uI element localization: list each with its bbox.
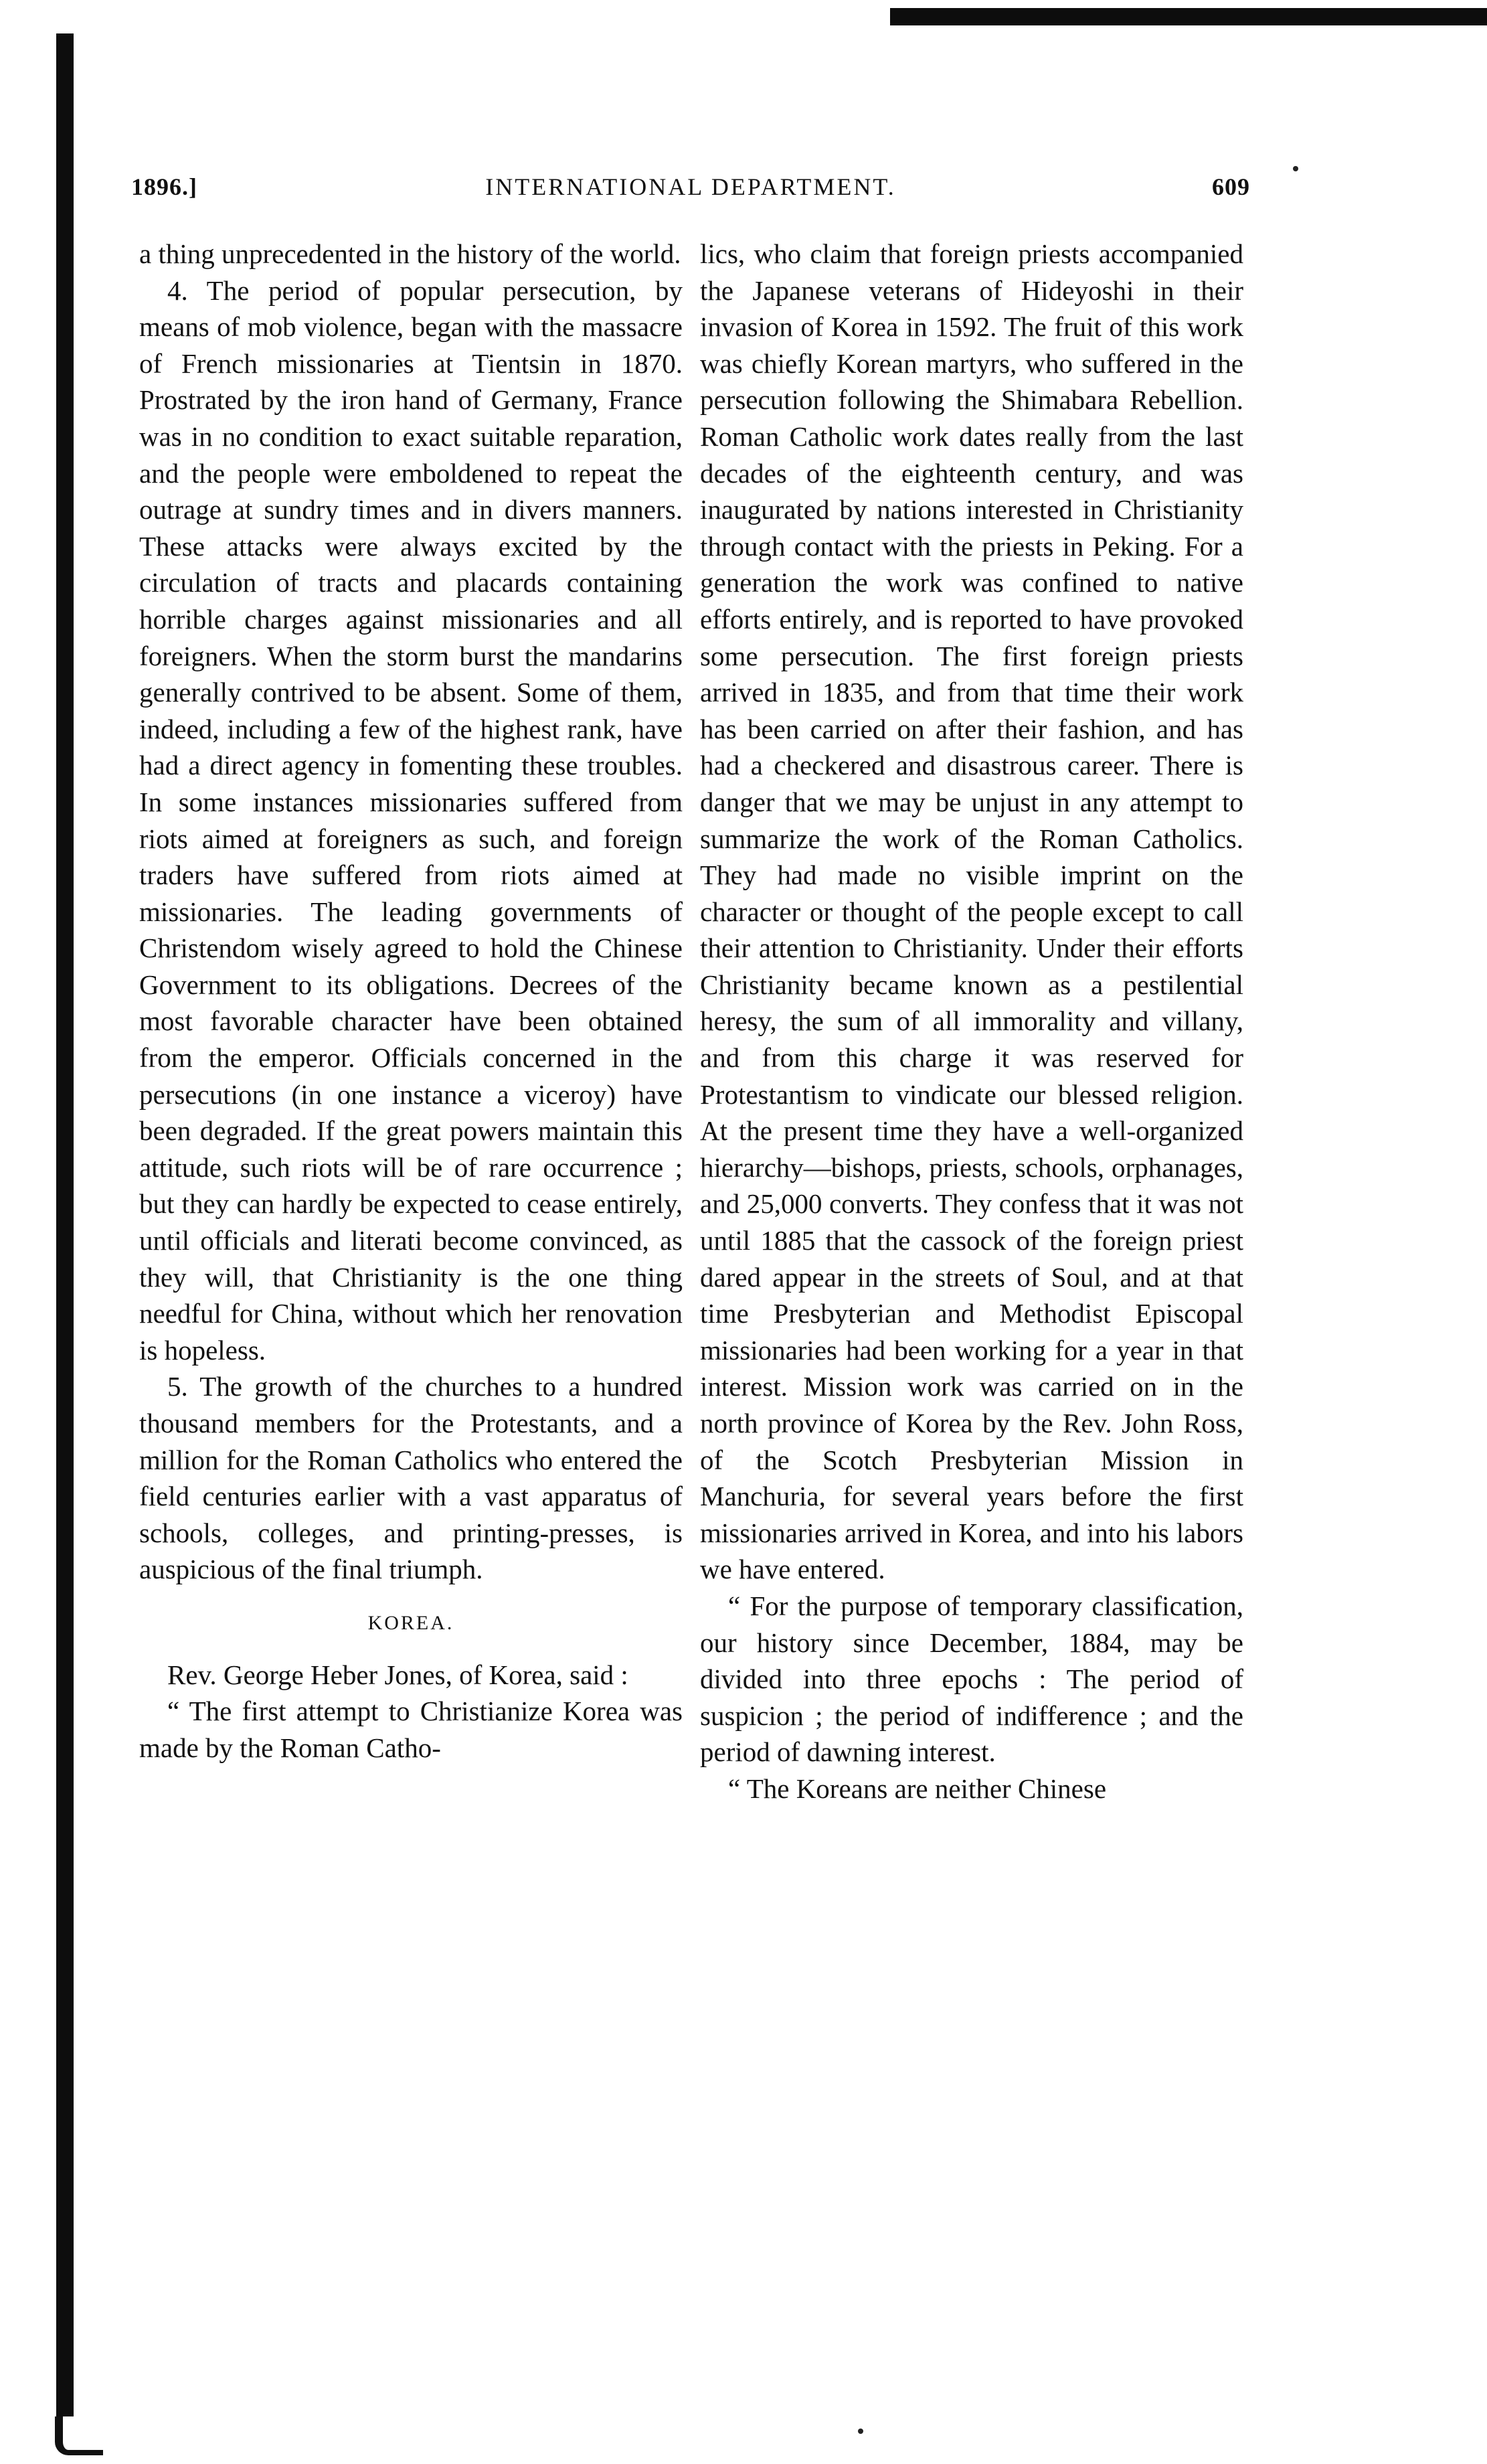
left-column <box>139 236 683 1766</box>
right-column <box>700 236 1243 1807</box>
paragraph: “ The Koreans are neither Chinese <box>728 1773 1107 1804</box>
scan-corner-mark <box>55 2416 103 2455</box>
header-section-title: INTERNATIONAL DEPARTMENT. <box>485 173 896 200</box>
scan-margin-bar <box>56 33 74 2416</box>
scan-speck <box>858 2429 863 2434</box>
section-heading: KOREA. <box>367 1611 454 1634</box>
paragraph: 4. The period of popular persecution, by means of mob violence, began with the massacre of French missionaries at Tientsin in 1870. Prostrated by the iron hand of Germany, France was in no condition to exact suitable reparation, and the people were emboldened to repeat the outrage at sundry times and in divers manners. These attacks were always excited by the circulation of tracts and placards containing horrible charges against missionaries and all foreigners. When the storm burst the mandarins generally contrived to be absent. Some of them, indeed, including a few of the highest rank, have had a direct agency in fomenting these troubles. In some instances missionaries suffered from riots aimed at foreigners as such, and foreign traders have suffered from riots aimed at missionaries. The leading governments of Christendom wisely agreed to hold the Chinese Government to its obligations. Decrees of the most favorable character have been obtained from the emperor. Officials concerned in the persecutions (in one instance a viceroy) have been degraded. If the great powers maintain this attitude, such riots will be of rare occurrence ; but they can hardly be expected to cease entirely, until officials and literati become convinced, as they will, that Christianity is the one thing needful for China, without which her renovation is hopeless. <box>139 274 683 1366</box>
header-year: 1896.] <box>131 173 197 200</box>
paragraph: lics, who claim that foreign priests accompanied the Japanese veterans of Hideyoshi in their invasion of Korea in 1592. The fruit of this work was chiefly Korean martyrs, who suffered in the persecution following the Shimabara Rebellion. Roman Catholic work dates really from the last decades of the eighteenth century, and was inaugurated by nations interested in Christianity through contact with the priests in Peking. For a generation the work was confined to native efforts entirely, and is reported to have provoked some persecution. The first foreign priests arrived in 1835, and from that time their work has been carried on after their fashion, and has had a checkered and disastrous career. There is danger that we may be unjust in any attempt to summarize the work of the Roman Catholics. They had made no visible imprint on the character or thought of the people except to call their attention to Christianity. Under their efforts Christianity became known as a pestilential heresy, the sum of all immorality and villany, and from this charge it was reserved for Protestantism to vindicate our blessed religion. At the present time they have a well-organized hierarchy—bishops, priests, schools, orphanages, and 25,000 converts. They confess that it was not until 1885 that the cassock of the foreign priest dared appear in the streets of Soul, and at that time Presbyterian and Methodist Episcopal missionaries had been working for a year in that interest. Mission work was carried on in the north province of Korea by the Rev. John Ross, of the Scotch Presbyterian Mission in Manchuria, for several years before the first missionaries arrived in Korea, and into his labors we have entered. <box>700 238 1243 1585</box>
paragraph: 5. The growth of the churches to a hundred thousand members for the Protestants, and a million for the Roman Catholics who entered the field centuries earlier with a vast apparatus of schools, colleges, and printing-presses, is auspicious of the final triumph. <box>139 1371 683 1585</box>
running-head <box>131 173 1250 213</box>
paragraph: “ For the purpose of temporary classification, our history since December, 1884, may be divided into three epochs : The period of suspicion ; the period of indifference ; and the period of dawning interest. <box>700 1590 1243 1768</box>
header-page-number: 609 <box>1212 173 1250 200</box>
paragraph: a thing unprecedented in the history of the world. <box>139 238 681 269</box>
paragraph: “ The first attempt to Christianize Korea was made by the Roman Catho- <box>139 1696 683 1763</box>
scan-speck <box>1293 166 1298 171</box>
scan-top-bar <box>890 8 1487 25</box>
paragraph: Rev. George Heber Jones, of Korea, said : <box>167 1659 628 1690</box>
